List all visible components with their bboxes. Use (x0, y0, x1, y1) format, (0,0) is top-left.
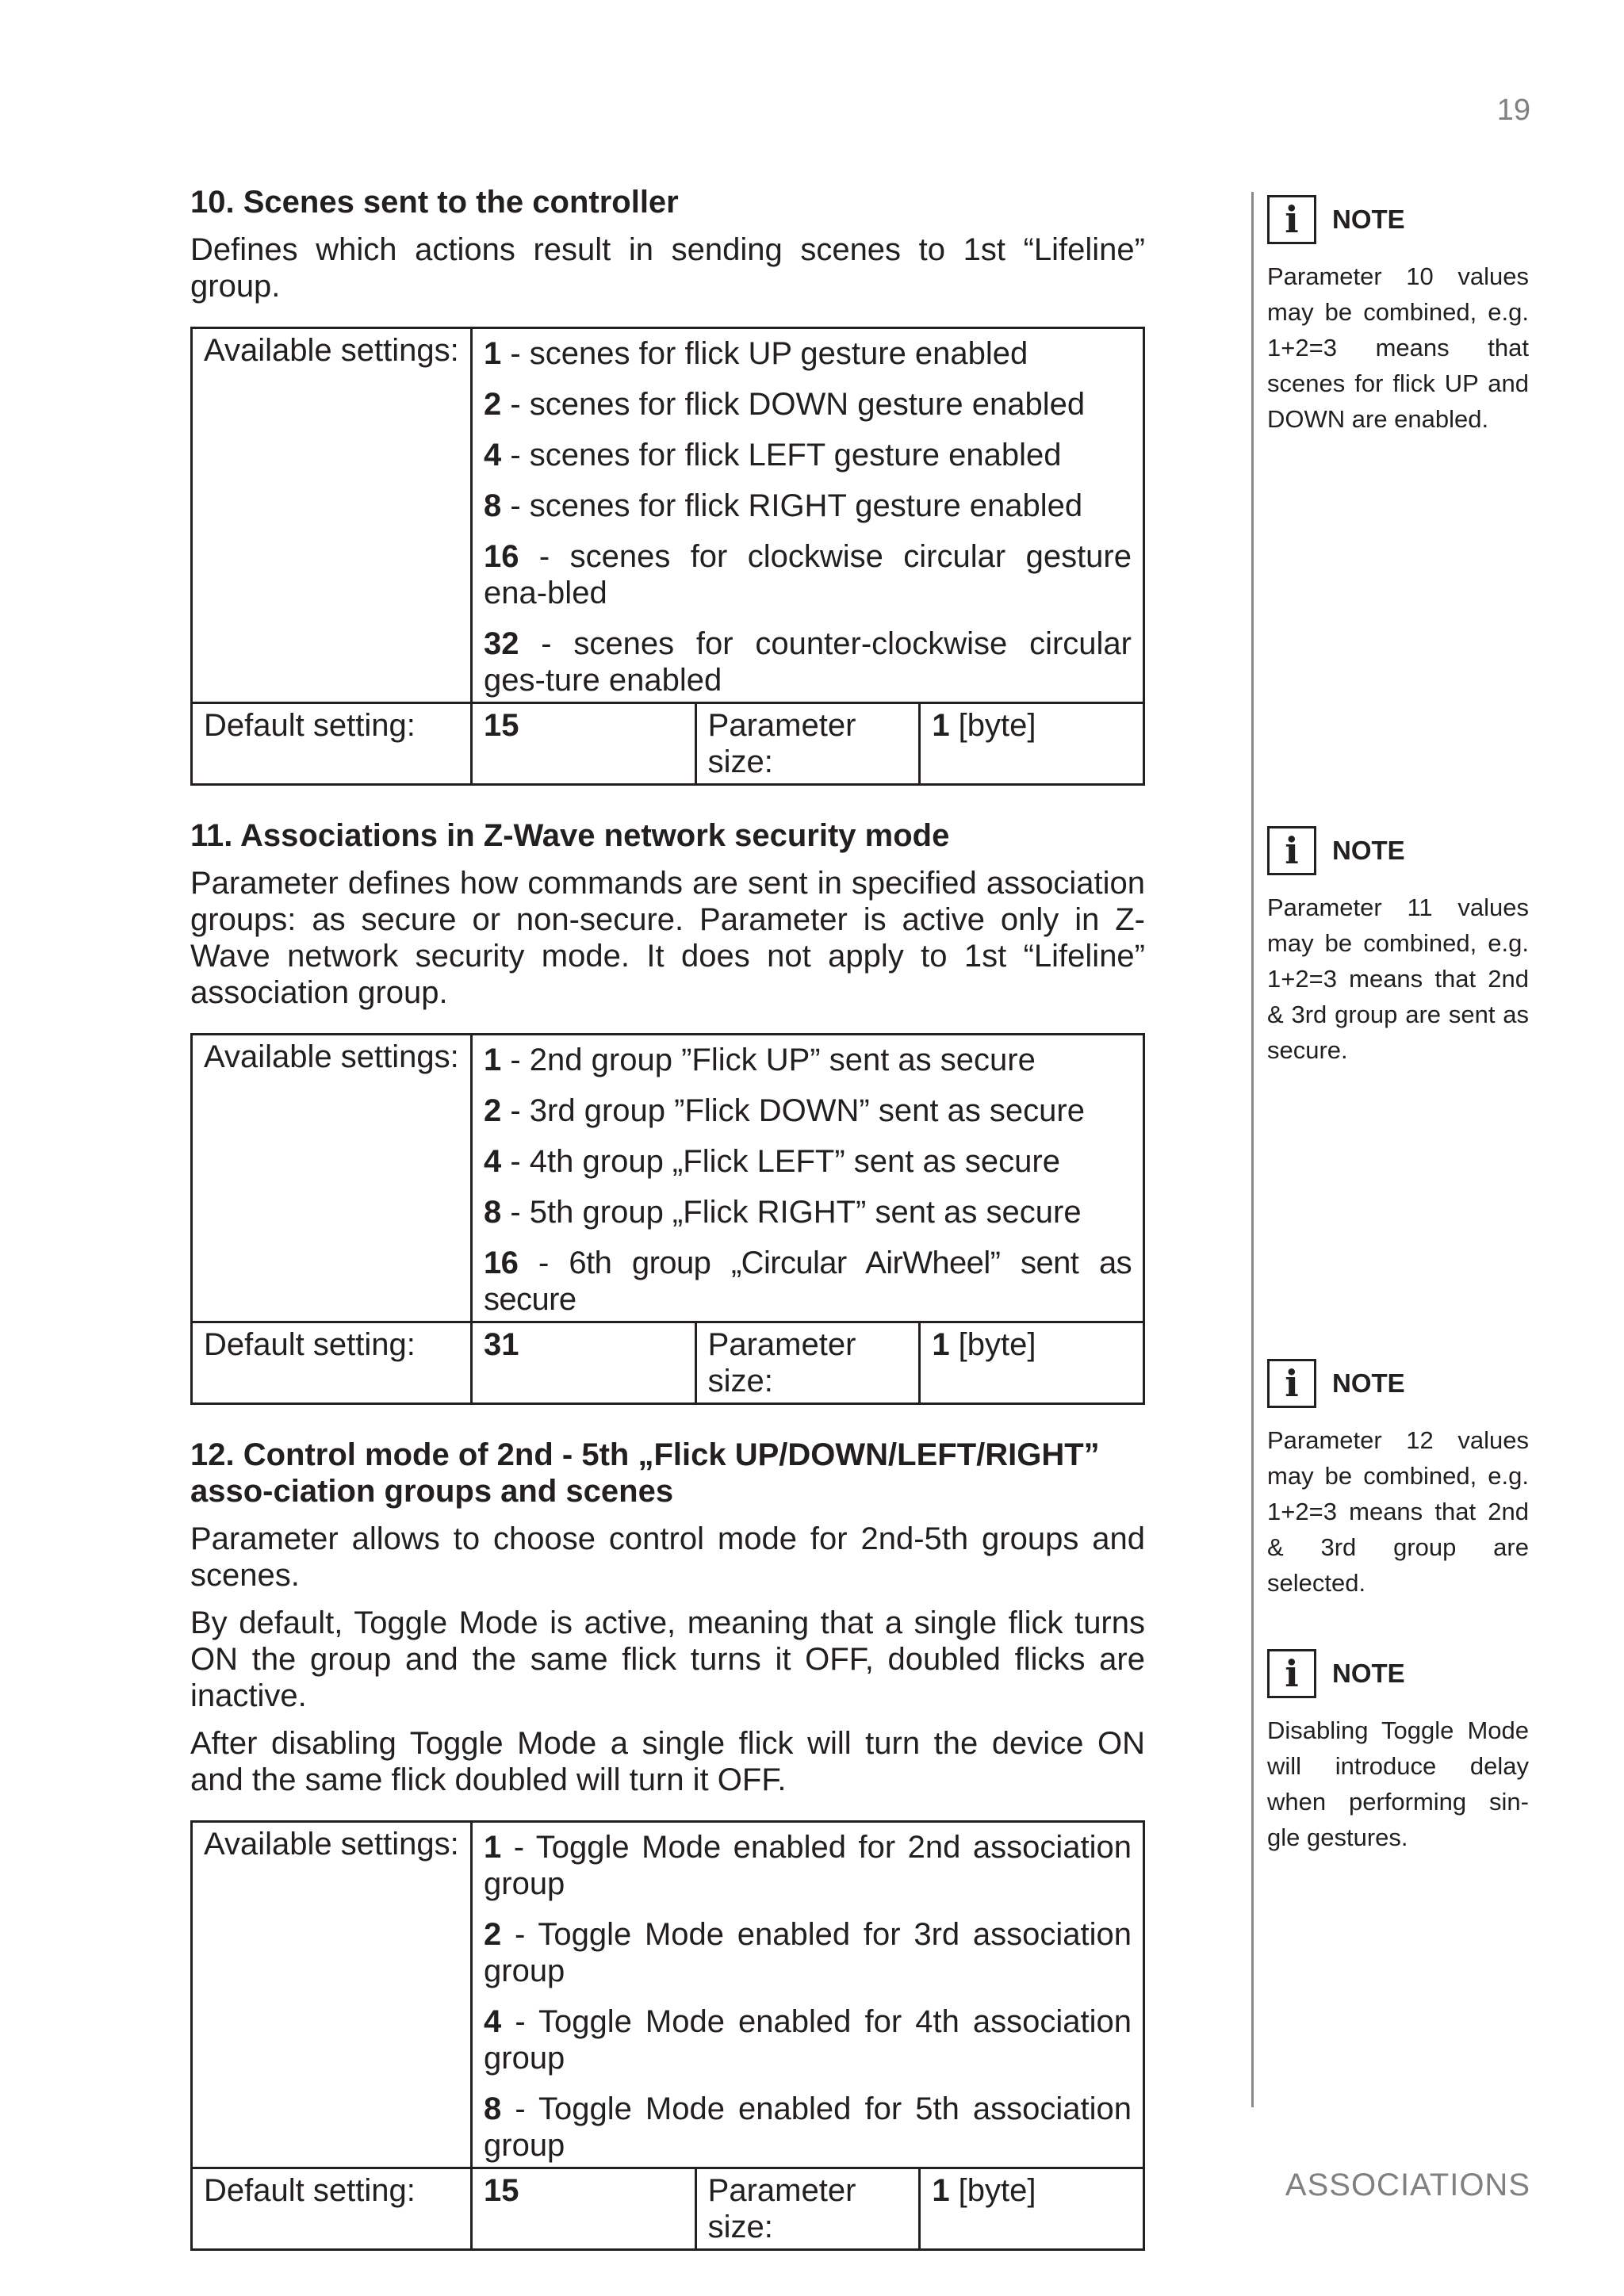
note-toggle-mode (1267, 1647, 1529, 1855)
note-title: NOTE (1332, 1659, 1405, 1688)
option-value: 8 (484, 1195, 502, 1230)
note-header (1267, 825, 1529, 877)
parameter-size-label: Parameter size: (695, 703, 920, 785)
section-parameter-11 (190, 817, 1145, 1405)
available-settings-label: Available settings: (192, 1822, 472, 2168)
default-setting-label: Default setting: (192, 1322, 472, 1404)
option-value: 1 (484, 1830, 502, 1865)
note-title: NOTE (1332, 205, 1405, 234)
options-list (472, 1822, 1144, 2168)
option-item (484, 386, 1132, 423)
option-value: 1 (484, 336, 502, 371)
default-setting-value: 15 (472, 703, 696, 785)
option-item (484, 626, 1132, 698)
note-parameter-11 (1267, 825, 1529, 1068)
note-text: Disabling Toggle Mode will introduce delay when performing sin-gle gestures. (1267, 1716, 1529, 1851)
default-setting-value: 15 (472, 2168, 696, 2250)
settings-table (190, 1033, 1145, 1405)
section-description: After disabling Toggle Mode a single flick will turn the device ON and the same flick doubled will turn it OFF. (190, 1726, 1145, 1797)
main-content (190, 184, 1145, 2251)
size-number: 1 (932, 2173, 950, 2208)
parameter-size-value (920, 1322, 1144, 1404)
size-number: 1 (932, 1327, 950, 1362)
option-item (484, 488, 1132, 524)
note-title: NOTE (1332, 1368, 1405, 1398)
option-value: 4 (484, 1144, 502, 1179)
option-text: - Toggle Mode enabled for 5th association group (484, 2091, 1132, 2163)
parameter-size-value (920, 2168, 1144, 2250)
option-item (484, 1143, 1132, 1180)
section-description: Defines which actions result in sending scenes to 1st “Lifeline” group. (190, 232, 1145, 304)
available-settings-label: Available settings: (192, 328, 472, 703)
option-item (484, 1829, 1132, 1902)
option-value: 2 (484, 1917, 502, 1952)
available-settings-label: Available settings: (192, 1035, 472, 1322)
option-text: - scenes for flick DOWN gesture enabled (501, 387, 1086, 422)
sidebar-divider (1251, 192, 1254, 2107)
page-number: 19 (1496, 94, 1530, 127)
options-list (472, 328, 1144, 703)
parameter-size-value (920, 703, 1144, 785)
option-text: - scenes for flick UP gesture enabled (501, 336, 1028, 371)
option-text: - Toggle Mode enabled for 3rd association group (484, 1917, 1132, 1988)
option-item (484, 1042, 1132, 1078)
section-description: By default, Toggle Mode is active, meaning that a single flick turns ON the group and the same flick turns it OFF, doubled flicks are inactive. (190, 1605, 1145, 1713)
option-text: - Toggle Mode enabled for 2nd association group (484, 1830, 1132, 1901)
note-header (1267, 1647, 1529, 1700)
info-icon: i (1267, 826, 1316, 875)
option-item (484, 2091, 1132, 2164)
section-parameter-12 (190, 1437, 1145, 2251)
note-text: Parameter 10 values may be combined, e.g. 1+2=3 means that scenes for flick UP and DOWN are enabled. (1267, 262, 1529, 433)
default-setting-value: 31 (472, 1322, 696, 1404)
option-text: - 4th group „Flick LEFT” sent as secure (501, 1144, 1060, 1179)
section-parameter-10 (190, 184, 1145, 786)
option-value: 2 (484, 1093, 502, 1128)
note-header (1267, 193, 1529, 246)
info-icon: i (1267, 195, 1316, 244)
option-value: 4 (484, 2004, 502, 2039)
size-number: 1 (932, 708, 950, 743)
note-text: Parameter 12 values may be combined, e.g. 1+2=3 means that 2nd & 3rd group are selected. (1267, 1426, 1529, 1597)
option-item (484, 437, 1132, 473)
option-item (484, 1194, 1132, 1230)
option-text: - scenes for counter-clockwise circular ges-ture enabled (484, 626, 1132, 698)
parameter-size-label: Parameter size: (695, 1322, 920, 1404)
info-icon: i (1267, 1649, 1316, 1698)
section-description: Parameter defines how commands are sent in specified association groups: as secure or non-secure. Parameter is active only in Z-Wave network security mode. It does not apply to 1st “Lifeline” association group. (190, 866, 1145, 1010)
section-title: 12. Control mode of 2nd - 5th „Flick UP/DOWN/LEFT/RIGHT” asso-ciation groups and scenes (190, 1437, 1100, 1509)
option-item (484, 1245, 1132, 1318)
option-text: - 3rd group ”Flick DOWN” sent as secure (501, 1093, 1085, 1128)
size-unit: [byte] (949, 708, 1036, 743)
option-text: - Toggle Mode enabled for 4th association group (484, 2004, 1132, 2076)
option-value: 1 (484, 1043, 502, 1077)
note-header (1267, 1357, 1529, 1410)
options-list (472, 1035, 1144, 1322)
option-item (484, 1916, 1132, 1989)
size-unit: [byte] (949, 2173, 1036, 2208)
option-value: 2 (484, 387, 502, 422)
option-value: 16 (484, 539, 519, 574)
option-value: 8 (484, 2091, 502, 2126)
option-value: 4 (484, 438, 502, 473)
settings-table (190, 1820, 1145, 2251)
size-unit: [byte] (949, 1327, 1036, 1362)
option-value: 16 (484, 1246, 519, 1280)
settings-table (190, 327, 1145, 786)
default-setting-label: Default setting: (192, 2168, 472, 2250)
parameter-size-label: Parameter size: (695, 2168, 920, 2250)
option-value: 32 (484, 626, 519, 661)
section-title: 10. Scenes sent to the controller (190, 185, 679, 220)
option-text: - scenes for flick LEFT gesture enabled (501, 438, 1062, 473)
option-item (484, 1093, 1132, 1129)
option-text: - scenes for flick RIGHT gesture enabled (501, 488, 1083, 523)
section-footer: ASSOCIATIONS (1285, 2168, 1530, 2202)
note-parameter-12 (1267, 1357, 1529, 1601)
option-text: - 2nd group ”Flick UP” sent as secure (501, 1043, 1036, 1077)
option-value: 8 (484, 488, 502, 523)
default-setting-label: Default setting: (192, 703, 472, 785)
option-item (484, 538, 1132, 611)
info-icon: i (1267, 1359, 1316, 1408)
option-text: - 5th group „Flick RIGHT” sent as secure (501, 1195, 1082, 1230)
option-item (484, 2003, 1132, 2076)
section-description: Parameter allows to choose control mode for 2nd-5th groups and scenes. (190, 1521, 1145, 1593)
option-item (484, 335, 1132, 372)
note-title: NOTE (1332, 836, 1405, 865)
option-text: - 6th group „Circular AirWheel” sent as secure (484, 1246, 1132, 1317)
note-parameter-10 (1267, 193, 1529, 437)
note-text: Parameter 11 values may be combined, e.g. 1+2=3 means that 2nd & 3rd group are sent as secure. (1267, 894, 1529, 1064)
option-text: - scenes for clockwise circular gesture ena-bled (484, 539, 1132, 610)
section-title: 11. Associations in Z-Wave network security mode (190, 818, 950, 853)
